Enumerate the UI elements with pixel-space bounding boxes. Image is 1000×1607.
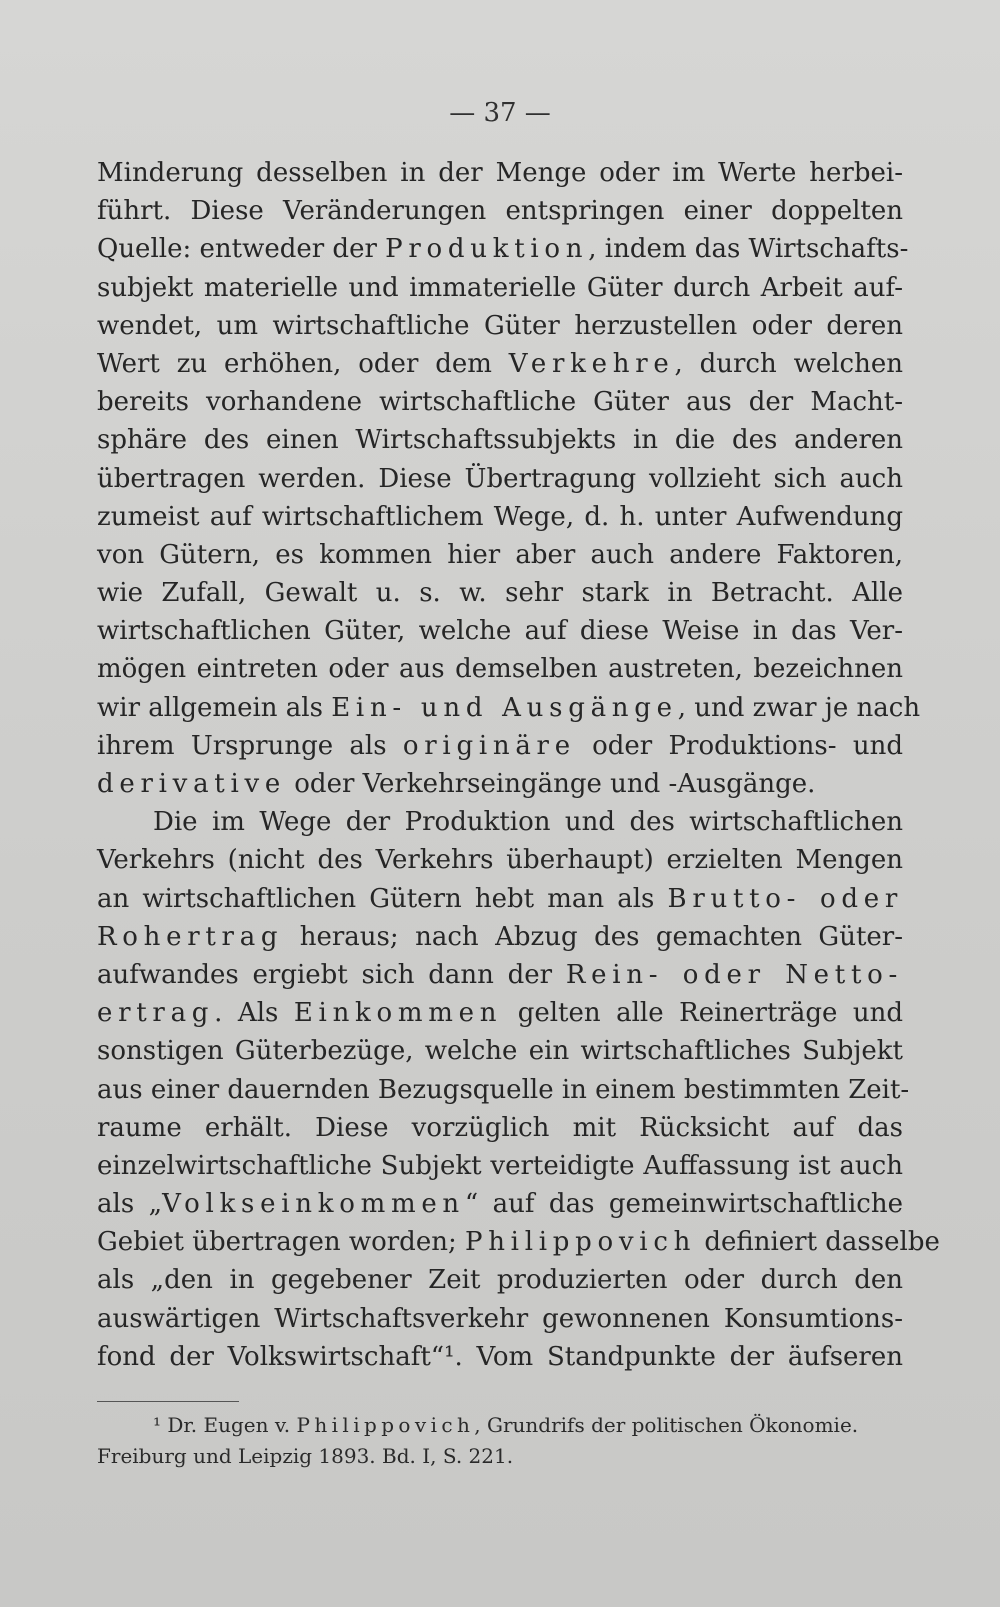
text-run: aus einer dauernden Bezugsquelle in einem bestimmten Zeit- bbox=[97, 1074, 910, 1105]
text-line bbox=[97, 1223, 940, 1261]
text-run: wir allgemein als bbox=[97, 692, 332, 723]
text-line bbox=[97, 1147, 903, 1185]
footnote-line bbox=[97, 1410, 903, 1441]
text-line bbox=[97, 1032, 903, 1070]
text-run: zumeist auf wirtschaftlichem Wege, d. h. unter Aufwendung bbox=[97, 501, 903, 532]
text-run: fond der Volkswirtschaft“¹. Vom Standpunkte der äufseren bbox=[97, 1341, 903, 1372]
text-line bbox=[97, 574, 903, 612]
text-run: aufwandes ergiebt sich dann der bbox=[97, 959, 566, 990]
text-line bbox=[97, 345, 903, 383]
text-run: als „den in gegebener Zeit produzierten oder durch den bbox=[97, 1265, 903, 1296]
text-line bbox=[97, 421, 903, 459]
page-number: — 37 — bbox=[449, 98, 551, 128]
text-run: Quelle: entweder der bbox=[97, 234, 386, 265]
text-run: gelten alle Reinerträge und bbox=[502, 998, 903, 1029]
text-run: auswärtigen Wirtschaftsverkehr gewonnenen Konsumtions- bbox=[97, 1303, 903, 1334]
text-line bbox=[97, 727, 903, 765]
text-run: Freiburg und Leipzig 1893. Bd. I, S. 221. bbox=[97, 1444, 514, 1468]
text-run: übertragen werden. Diese Übertragung vollzieht sich auch bbox=[97, 463, 903, 494]
text-run: von Gütern, es kommen hier aber auch andere Faktoren, bbox=[97, 539, 903, 570]
text-run: Gebiet übertragen worden; bbox=[97, 1227, 465, 1258]
spaced-emphasis: Einkommen bbox=[293, 998, 503, 1029]
text-run: , durch welchen bbox=[674, 348, 903, 379]
footnotes bbox=[97, 1410, 903, 1472]
text-line bbox=[97, 498, 903, 536]
spaced-emphasis: originäre bbox=[402, 730, 576, 761]
text-line bbox=[97, 1109, 903, 1147]
text-line bbox=[97, 650, 903, 688]
text-line bbox=[97, 956, 903, 994]
spaced-emphasis: Verkehre bbox=[508, 348, 675, 379]
text-run: subjekt materielle und immaterielle Güter durch Arbeit auf- bbox=[97, 272, 903, 303]
text-run: führt. Diese Veränderungen entspringen einer doppelten bbox=[97, 196, 903, 227]
footnote-line bbox=[97, 1441, 903, 1472]
text-run: wirtschaftlichen Güter, welche auf diese Weise in das Ver- bbox=[97, 616, 903, 647]
text-run: wie Zufall, Gewalt u. s. w. sehr stark in Betracht. Alle bbox=[97, 578, 903, 609]
spaced-emphasis: Philippovich bbox=[464, 1227, 697, 1258]
text-run: , und zwar je nach bbox=[677, 692, 921, 723]
text-line bbox=[97, 689, 921, 727]
text-line bbox=[97, 612, 903, 650]
text-line bbox=[97, 1338, 903, 1376]
text-line bbox=[97, 994, 903, 1032]
text-line bbox=[97, 880, 903, 918]
text-run: oder Produktions- und bbox=[575, 730, 903, 761]
spaced-emphasis: Philippovich bbox=[296, 1413, 475, 1437]
text-line bbox=[97, 383, 903, 421]
text-run: Verkehrs (nicht des Verkehrs überhaupt) erzielten Mengen bbox=[97, 845, 903, 876]
text-run: oder Verkehrseingänge und -Ausgänge. bbox=[286, 769, 816, 799]
spaced-emphasis: Produktion bbox=[385, 234, 589, 265]
text-run: ihrem Ursprunge als bbox=[97, 730, 403, 761]
text-line bbox=[97, 460, 903, 498]
text-line bbox=[97, 154, 903, 192]
text-run: als „ bbox=[97, 1189, 163, 1220]
text-line bbox=[97, 803, 903, 841]
text-run: sphäre des einen Wirtschaftssubjekts in die des anderen bbox=[97, 425, 903, 456]
spaced-emphasis: ertrag bbox=[97, 998, 215, 1029]
text-run: einzelwirtschaftliche Subjekt verteidigte Auffassung ist auch bbox=[97, 1150, 903, 1181]
text-line bbox=[97, 192, 903, 230]
text-run: , Grundrifs der politischen Ökonomie. bbox=[474, 1413, 859, 1437]
text-line bbox=[97, 1185, 903, 1223]
text-line bbox=[97, 918, 903, 956]
text-line bbox=[97, 230, 909, 268]
text-run: raume erhält. Diese vorzüglich mit Rücksicht auf das bbox=[97, 1112, 903, 1143]
text-line bbox=[97, 841, 903, 879]
spaced-emphasis: derivative bbox=[97, 769, 287, 799]
spaced-emphasis: Volkseinkommen bbox=[162, 1189, 465, 1220]
text-run: “ auf das gemeinwirtschaftliche bbox=[464, 1189, 903, 1220]
text-run: bereits vorhandene wirtschaftliche Güter aus der Macht- bbox=[97, 387, 903, 418]
footnote-rule bbox=[97, 1401, 239, 1402]
text-run: Die im Wege der Produktion und des wirtschaftlichen bbox=[153, 807, 903, 838]
text-line bbox=[97, 269, 903, 307]
text-run: heraus; nach Abzug des gemachten Güter- bbox=[283, 921, 903, 952]
spaced-emphasis: Ein- und Ausgänge bbox=[331, 692, 678, 723]
spaced-emphasis: Rohertrag bbox=[97, 921, 284, 952]
text-line bbox=[97, 536, 903, 574]
text-run: Minderung desselben in der Menge oder im Werte herbei- bbox=[97, 158, 903, 188]
text-run: ¹ Dr. Eugen v. bbox=[153, 1413, 297, 1437]
text-line bbox=[97, 1071, 910, 1109]
text-run: definiert dasselbe bbox=[696, 1227, 940, 1258]
spaced-emphasis: Rein- oder Netto- bbox=[565, 959, 903, 990]
text-line bbox=[97, 765, 903, 803]
text-run: mögen eintreten oder aus demselben austreten, bezeichnen bbox=[97, 654, 903, 685]
text-run: an wirtschaftlichen Gütern hebt man als bbox=[97, 883, 668, 914]
text-run: sonstigen Güterbezüge, welche ein wirtschaftliches Subjekt bbox=[97, 1036, 903, 1067]
text-run: wendet, um wirtschaftliche Güter herzustellen oder deren bbox=[97, 310, 903, 341]
text-run: . Als bbox=[214, 998, 294, 1029]
text-run: Wert zu erhöhen, oder dem bbox=[97, 348, 509, 379]
spaced-emphasis: Brutto- oder bbox=[667, 883, 903, 914]
text-line bbox=[97, 1300, 903, 1338]
text-line bbox=[97, 307, 903, 345]
text-run: , indem das Wirtschafts- bbox=[588, 234, 909, 265]
text-line bbox=[97, 1261, 903, 1299]
body-text bbox=[97, 154, 940, 1376]
